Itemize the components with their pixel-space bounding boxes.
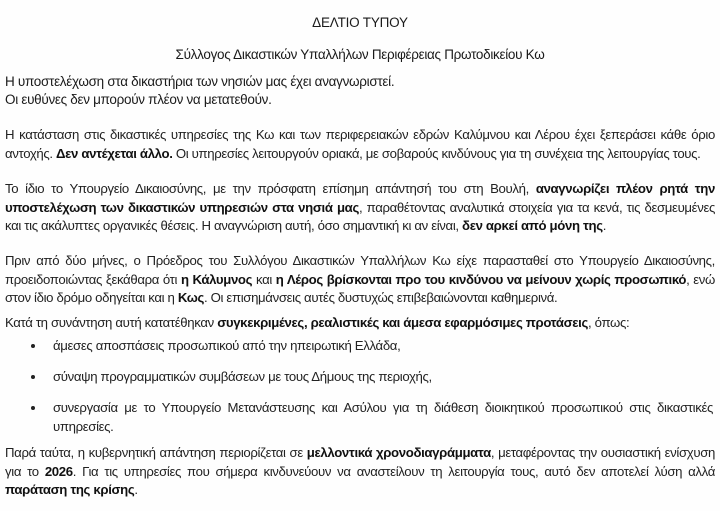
emphasis-text: αναγνωρίζει πλέον ρητά την υποστελέχωση των δικαστικών υπηρεσιών στα νησιά μας: [5, 181, 715, 215]
emphasis-text: δεν αρκεί από μόνη της: [462, 218, 603, 233]
paragraph: [5, 126, 715, 163]
lead-statement: [5, 73, 715, 109]
emphasis-text: Δεν αντέχεται άλλο.: [56, 145, 173, 161]
body-text: , παραθέτοντας αναλυτικά στοιχεία για τα κενά, τις δεσμευμένες και τις ακάλυπτες οργανικές θέσεις. Η αναγνώριση αυτή, όσο σημαντική κι αν είναι,: [5, 199, 715, 233]
bullet-icon: [31, 406, 35, 410]
list-item-text: συνεργασία με το Υπουργείο Μετανάστευσης και Ασύλου για τη διάθεση διοικητικού προσωπικού στις δικαστικές υπηρεσίες.: [53, 400, 713, 434]
emphasis-text: η Κάλυμνος: [180, 271, 253, 287]
lead-line: Η υποστελέχωση στα δικαστήρια των νησιών μας έχει αναγνωριστεί.: [5, 74, 395, 89]
body-text: , όπως:: [588, 315, 630, 330]
emphasis-text: συγκεκριμένες, ρεαλιστικές και άμεσα εφαρμόσιμες προτάσεις: [217, 315, 589, 330]
body-text: Παρά ταύτα, η κυβερνητική απάντηση περιορίζεται σε: [5, 445, 307, 460]
paragraph: [5, 180, 715, 236]
lead-line: Οι ευθύνες δεν μπορούν πλέον να μετατεθούν.: [5, 92, 272, 107]
body-text: Οι υπηρεσίες λειτουργούν οριακά, με σοβαρούς κινδύνους για τη συνέχεια της λειτουργίας τους.: [172, 145, 701, 161]
body-text: .: [602, 218, 607, 233]
body-text: , ενώ στον ίδιο δρόμο οδηγείται και η: [5, 271, 715, 305]
body-text: Η κατάσταση στις δικαστικές υπηρεσίες της Κω και των περιφερειακών εδρών Καλύμνου και Λέρου έχει ξεπεράσει κάθε όριο αντοχής.: [5, 127, 715, 161]
paragraph: [5, 252, 715, 308]
document-subtitle: Σύλλογος Δικαστικών Υπαλλήλων Περιφέρειας Πρωτοδικείου Κω: [175, 47, 545, 62]
bullet-icon: [31, 375, 35, 379]
paragraph: [5, 444, 715, 500]
body-text: Πριν από δύο μήνες, ο Πρόεδρος του Συλλόγου Δικαστικών Υπαλλήλων Κω είχε παρασταθεί στο Υπουργείο Δικαιοσύνης, προειδοποιώντας ξεκάθαρα ότι: [5, 253, 715, 287]
emphasis-text: 2026: [44, 463, 73, 479]
emphasis-text: μελλοντικά χρονοδιαγράμματα: [306, 445, 491, 460]
list-item-text: σύναψη προγραμματικών συμβάσεων με τους Δήμους της περιοχής,: [53, 369, 432, 384]
emphasis-text: Κως: [177, 290, 204, 305]
body-text: Κατά τη συνάντηση αυτή κατατέθηκαν: [5, 315, 218, 330]
paragraph: [5, 314, 715, 333]
emphasis-text: η Λέρος βρίσκονται προ του κινδύνου να μείνουν χωρίς προσωπικό: [275, 271, 687, 287]
list-item-text: άμεσες αποσπάσεις προσωπικού από την ηπειρωτική Ελλάδα,: [53, 338, 401, 353]
body-text: Το ίδιο το Υπουργείο Δικαιοσύνης, με την πρόσφατη επίσημη απάντησή του στη Βουλή,: [5, 181, 536, 196]
body-text: . Για τις υπηρεσίες που σήμερα κινδυνεύουν να αναστείλουν τη λειτουργία τους, αυτό δεν αποτελεί λύση αλλά: [72, 463, 715, 479]
body-text: , μεταφέροντας την ουσιαστική ενίσχυση για το: [5, 445, 715, 479]
body-text: .: [134, 482, 138, 497]
body-text: . Οι επισημάνσεις αυτές δυστυχώς επιβεβαιώνονται καθημερινά.: [204, 290, 558, 305]
body-text: και: [252, 271, 276, 287]
document-title: ΔΕΛΤΙΟ ΤΥΠΟΥ: [312, 15, 408, 30]
bullet-icon: [31, 344, 35, 348]
emphasis-text: παράταση της κρίσης: [5, 482, 135, 497]
